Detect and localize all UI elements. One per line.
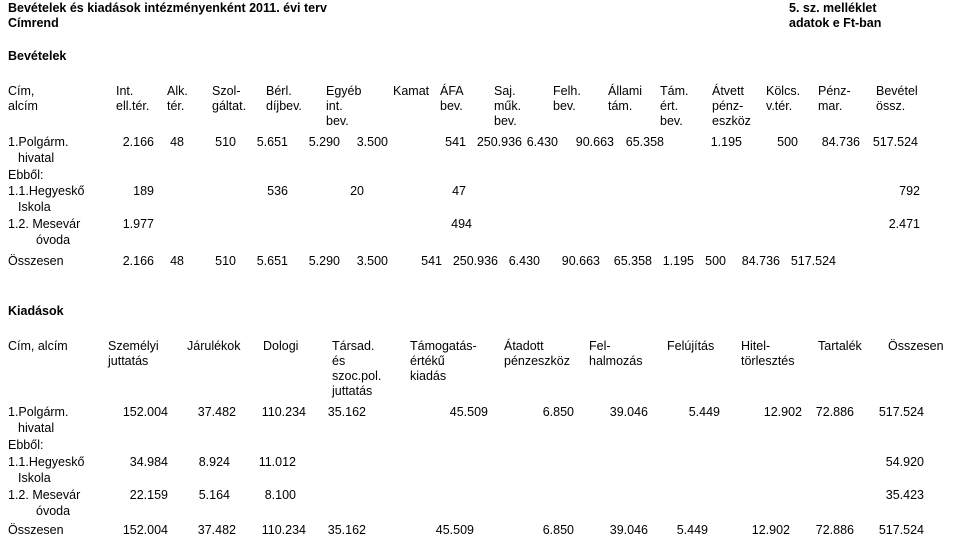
revenue-header-kamat: Kamat bbox=[393, 84, 430, 98]
table-cell: 39.046 bbox=[609, 523, 648, 537]
table-cell: 12.902 bbox=[751, 523, 790, 537]
table-cell: 8.100 bbox=[264, 488, 296, 502]
revenue-header-total: Bevétel össz. bbox=[876, 84, 918, 113]
revenue-row-label: Összesen bbox=[8, 254, 64, 268]
table-cell: 47 bbox=[452, 184, 466, 198]
expenditure-row-label: 1.2. Mesevár bbox=[8, 488, 81, 502]
table-cell: 110.234 bbox=[261, 523, 306, 537]
table-cell: 5.651 bbox=[256, 135, 288, 149]
revenue-header-atvett: Átvett pénz- eszköz bbox=[712, 84, 751, 128]
table-cell: 20 bbox=[350, 184, 364, 198]
table-cell: 500 bbox=[777, 135, 798, 149]
expenditure-header-tamogatas: Támogatás- értékű kiadás bbox=[410, 339, 477, 383]
table-cell: 5.290 bbox=[308, 135, 340, 149]
revenue-section-title: Bevételek bbox=[8, 49, 67, 63]
expenditure-header-tarsad: Társad. és szoc.pol. juttatás bbox=[332, 339, 382, 398]
revenue-header-tam: Tám. ért. bev. bbox=[660, 84, 689, 128]
table-cell: 45.509 bbox=[435, 523, 474, 537]
expenditure-header-jarulekok: Járulékok bbox=[187, 339, 241, 353]
expenditure-header-tartalek: Tartalék bbox=[818, 339, 862, 353]
table-cell: 35.423 bbox=[885, 488, 924, 502]
expenditure-header-dologi: Dologi bbox=[263, 339, 299, 353]
table-cell: 517.524 bbox=[878, 523, 924, 537]
expenditure-header-hitel: Hitel- törlesztés bbox=[741, 339, 795, 368]
table-cell: 90.663 bbox=[561, 254, 600, 268]
table-cell: 48 bbox=[170, 135, 184, 149]
expenditure-row-label: Ebből: bbox=[8, 438, 44, 452]
expenditure-row-sublabel: óvoda bbox=[36, 504, 71, 518]
table-cell: 1.195 bbox=[662, 254, 694, 268]
table-cell: 2.166 bbox=[122, 135, 154, 149]
table-cell: 6.850 bbox=[542, 405, 574, 419]
table-cell: 6.430 bbox=[526, 135, 558, 149]
page-subtitle: Címrend bbox=[8, 16, 59, 30]
table-cell: 152.004 bbox=[122, 523, 168, 537]
table-cell: 152.004 bbox=[122, 405, 168, 419]
expenditure-header-total: Összesen bbox=[888, 339, 944, 353]
expenditure-row-sublabel: Iskola bbox=[18, 471, 51, 485]
table-cell: 84.736 bbox=[741, 254, 780, 268]
table-cell: 5.651 bbox=[256, 254, 288, 268]
table-cell: 35.162 bbox=[327, 523, 366, 537]
expenditure-header-title: Cím, alcím bbox=[8, 339, 68, 353]
table-cell: 90.663 bbox=[575, 135, 614, 149]
expenditure-header-atadott: Átadott pénzeszköz bbox=[504, 339, 571, 368]
table-cell: 48 bbox=[170, 254, 184, 268]
annex-label: 5. sz. melléklet bbox=[789, 1, 877, 15]
revenue-row-sublabel: óvoda bbox=[36, 233, 71, 247]
revenue-header-allami: Állami tám. bbox=[608, 84, 643, 113]
table-cell: 3.500 bbox=[356, 135, 388, 149]
table-cell: 1.195 bbox=[710, 135, 742, 149]
expenditure-row-label: 1.1.Hegyeskő bbox=[8, 455, 85, 469]
table-cell: 11.012 bbox=[258, 455, 296, 469]
expenditure-header-szemelyi: Személyi juttatás bbox=[108, 339, 159, 368]
table-cell: 500 bbox=[705, 254, 726, 268]
revenue-row-label: 1.2. Mesevár bbox=[8, 217, 81, 231]
table-cell: 250.936 bbox=[476, 135, 522, 149]
table-cell: 5.290 bbox=[308, 254, 340, 268]
revenue-header-saj: Saj. műk. bev. bbox=[494, 84, 522, 128]
page-title: Bevételek és kiadások intézményenként 2011. évi terv bbox=[8, 1, 327, 15]
expenditure-row-sublabel: hivatal bbox=[18, 421, 55, 435]
revenue-row-sublabel: hivatal bbox=[18, 151, 55, 165]
table-cell: 54.920 bbox=[885, 455, 924, 469]
table-cell: 5.164 bbox=[198, 488, 230, 502]
table-cell: 6.850 bbox=[542, 523, 574, 537]
table-cell: 541 bbox=[445, 135, 466, 149]
expenditure-header-felujitas: Felújítás bbox=[667, 339, 715, 353]
revenue-header-berl: Bérl. díjbev. bbox=[266, 84, 302, 113]
table-cell: 517.524 bbox=[878, 405, 924, 419]
revenue-header-szol: Szol- gáltat. bbox=[212, 84, 247, 113]
revenue-row-label: Ebből: bbox=[8, 168, 44, 182]
table-cell: 84.736 bbox=[821, 135, 860, 149]
table-cell: 536 bbox=[267, 184, 288, 198]
table-cell: 72.886 bbox=[815, 523, 854, 537]
expenditure-section-title: Kiadások bbox=[8, 304, 64, 318]
table-cell: 1.977 bbox=[122, 217, 154, 231]
revenue-row-sublabel: Iskola bbox=[18, 200, 51, 214]
table-cell: 65.358 bbox=[625, 135, 664, 149]
expenditure-header-felhalmozas: Fel- halmozás bbox=[589, 339, 643, 368]
expenditure-row-label: Összesen bbox=[8, 523, 64, 537]
revenue-header-penz: Pénz- mar. bbox=[818, 84, 851, 113]
table-cell: 22.159 bbox=[129, 488, 168, 502]
revenue-header-felh: Felh. bev. bbox=[553, 84, 581, 113]
table-cell: 494 bbox=[451, 217, 472, 231]
table-cell: 72.886 bbox=[815, 405, 854, 419]
table-cell: 2.471 bbox=[888, 217, 920, 231]
revenue-row-label: 1.1.Hegyeskő bbox=[8, 184, 85, 198]
table-cell: 37.482 bbox=[197, 405, 236, 419]
table-cell: 189 bbox=[133, 184, 154, 198]
expenditure-row-label: 1.Polgárm. bbox=[8, 405, 69, 419]
table-cell: 792 bbox=[899, 184, 920, 198]
revenue-row-label: 1.Polgárm. bbox=[8, 135, 69, 149]
table-cell: 250.936 bbox=[452, 254, 498, 268]
table-cell: 517.524 bbox=[872, 135, 918, 149]
revenue-header-egyeb: Egyéb int. bev. bbox=[326, 84, 362, 128]
table-cell: 110.234 bbox=[261, 405, 306, 419]
table-cell: 510 bbox=[215, 254, 236, 268]
revenue-header-title: Cím, alcím bbox=[8, 84, 38, 113]
table-cell: 34.984 bbox=[129, 455, 168, 469]
table-cell: 3.500 bbox=[356, 254, 388, 268]
table-cell: 510 bbox=[215, 135, 236, 149]
table-cell: 45.509 bbox=[449, 405, 488, 419]
revenue-header-alk: Alk. tér. bbox=[167, 84, 188, 113]
table-cell: 6.430 bbox=[508, 254, 540, 268]
table-cell: 541 bbox=[421, 254, 442, 268]
table-cell: 39.046 bbox=[609, 405, 648, 419]
revenue-header-int: Int. ell.tér. bbox=[116, 84, 150, 113]
table-cell: 35.162 bbox=[327, 405, 366, 419]
table-cell: 5.449 bbox=[676, 523, 708, 537]
table-cell: 517.524 bbox=[790, 254, 836, 268]
revenue-header-kolcs: Kölcs. v.tér. bbox=[766, 84, 801, 113]
table-cell: 65.358 bbox=[613, 254, 652, 268]
table-cell: 8.924 bbox=[198, 455, 230, 469]
table-cell: 37.482 bbox=[197, 523, 236, 537]
revenue-header-afa: ÁFA bev. bbox=[440, 84, 464, 113]
table-cell: 2.166 bbox=[122, 254, 154, 268]
table-cell: 12.902 bbox=[763, 405, 802, 419]
table-cell: 5.449 bbox=[688, 405, 720, 419]
unit-label: adatok e Ft-ban bbox=[789, 16, 882, 30]
